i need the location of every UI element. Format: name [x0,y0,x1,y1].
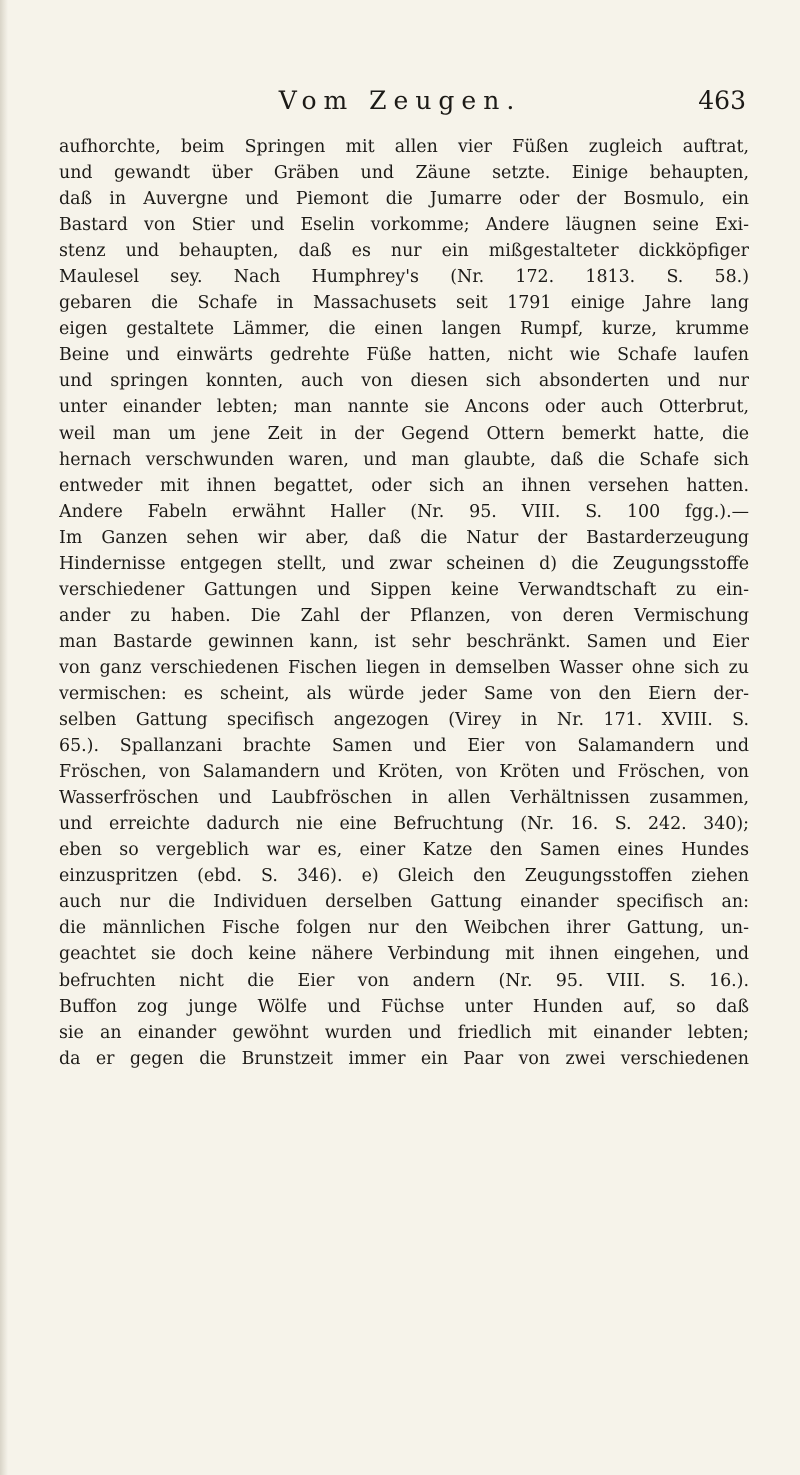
text-line: Hindernisse entgegen stellt, und zwar scheinen d) die Zeugungsstoffe [59,553,749,574]
text-line: und erreichte dadurch nie eine Befruchtung (Nr. 16. S. 242. 340); [59,814,749,835]
text-line: aufhorchte, beim Springen mit allen vier Füßen zugleich auftrat, [59,137,749,157]
text-line: Im Ganzen sehen wir aber, daß die Natur der Bastarderzeugung [59,527,749,548]
text-line: Bastard von Stier und Eselin vorkomme; Andere läugnen seine Exi- [59,215,749,236]
text-line: verschiedener Gattungen und Sippen keine Verwandtschaft zu ein- [59,579,749,600]
text-line: weil man um jene Zeit in der Gegend Ottern bemerkt hatte, die [59,423,749,444]
text-line: Beine und einwärts gedrehte Füße hatten, nicht wie Schafe laufen [59,345,749,366]
text-line: vermischen: es scheint, als würde jeder Same von den Eiern der- [59,683,749,704]
text-line: stenz und behaupten, daß es nur ein mißgestalteter dickköpfiger [59,241,749,262]
text-line: entweder mit ihnen begattet, oder sich an ihnen versehen hatten. [59,475,749,496]
text-line: Maulesel sey. Nach Humphrey's (Nr. 172. 1813. S. 58.) [59,267,749,288]
page-number: 463 [698,86,746,115]
text-line: die männlichen Fische folgen nur den Weibchen ihrer Gattung, un- [59,918,749,939]
text-line: von ganz verschiedenen Fischen liegen in demselben Wasser ohne sich zu [59,657,749,678]
text-line: Fröschen, von Salamandern und Kröten, von Kröten und Fröschen, von [59,762,749,783]
text-line: unter einander lebten; man nannte sie Ancons oder auch Otterbrut, [59,397,749,418]
text-line: man Bastarde gewinnen kann, ist sehr beschränkt. Samen und Eier [59,631,749,652]
running-title: Vom Zeugen. [278,86,522,115]
text-line: 65.). Spallanzani brachte Samen und Eier von Salamandern und [59,736,749,757]
page-header [0,84,800,124]
text-line: da er gegen die Brunstzeit immer ein Paar von zwei verschiedenen [59,1048,749,1069]
text-line: hernach verschwunden waren, und man glaubte, daß die Schafe sich [59,449,749,470]
text-line: und gewandt über Gräben und Zäune setzte. Einige behaupten, [59,163,749,184]
text-line: eben so vergeblich war es, einer Katze den Samen eines Hundes [59,840,749,861]
text-line: ander zu haben. Die Zahl der Pflanzen, von deren Vermischung [59,605,749,626]
text-line: Wasserfröschen und Laubfröschen in allen Verhältnissen zusammen, [59,788,749,809]
body-text [59,134,749,1072]
text-line: auch nur die Individuen derselben Gattung einander specifisch an: [59,892,749,913]
text-line: sie an einander gewöhnt wurden und friedlich mit einander lebten; [59,1022,749,1043]
text-line: Andere Fabeln erwähnt Haller (Nr. 95. VIII. S. 100 fgg.).— [59,501,749,522]
text-line: eigen gestaltete Lämmer, die einen langen Rumpf, kurze, krumme [59,319,749,340]
text-line: gebaren die Schafe in Massachusets seit 1791 einige Jahre lang [59,293,749,314]
page-edge-shadow [0,0,8,1475]
text-line: selben Gattung specifisch angezogen (Virey in Nr. 171. XVIII. S. [59,710,749,731]
text-line: Buffon zog junge Wölfe und Füchse unter Hunden auf, so daß [59,996,749,1017]
text-line: befruchten nicht die Eier von andern (Nr. 95. VIII. S. 16.). [59,970,749,991]
text-line: einzuspritzen (ebd. S. 346). e) Gleich den Zeugungsstoffen ziehen [59,866,749,887]
text-line: geachtet sie doch keine nähere Verbindung mit ihnen eingehen, und [59,944,749,965]
text-line: und springen konnten, auch von diesen sich absonderten und nur [59,371,749,392]
text-line: daß in Auvergne und Piemont die Jumarre oder der Bosmulo, ein [59,189,749,210]
